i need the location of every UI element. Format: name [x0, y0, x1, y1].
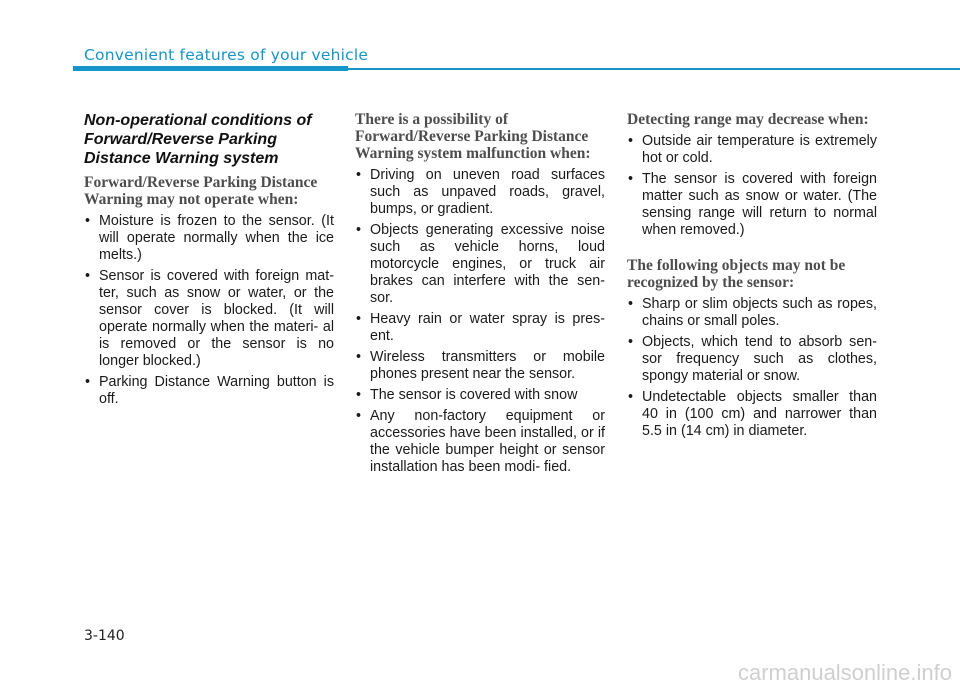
list-item: • Undetectable objects smaller than 40 in (100 cm) and narrower than 5.5 in (14 cm) in diameter.	[628, 389, 877, 439]
column-non-operational	[84, 111, 334, 412]
list-item: • Moisture is frozen to the sensor. (It will operate normally when the ice melts.)	[85, 213, 334, 263]
subheading-malfunction: There is a possibility of Forward/Reverse Parking Distance Warning system malfunction when:	[355, 111, 591, 162]
page-number: 3-140	[84, 628, 125, 644]
list-item: • Objects, which tend to absorb sen- sor frequency such as clothes, spongy material or snow.	[628, 334, 877, 384]
bullet-list	[84, 213, 334, 408]
list-item: • Parking Distance Warning button is off.	[85, 374, 334, 407]
column-malfunction	[355, 111, 605, 480]
section-title: Convenient features of your vehicle	[84, 46, 369, 64]
list-item: • Wireless transmitters or mobile phones present near the sensor.	[356, 349, 605, 382]
header-rule	[348, 68, 960, 70]
header-accent-bar	[73, 66, 348, 71]
bullet-list	[627, 296, 877, 440]
list-item: • Sharp or slim objects such as ropes, chains or small poles.	[628, 296, 877, 329]
list-item: • Heavy rain or water spray is pres- ent.	[356, 311, 605, 344]
subheading-may-not-operate: Forward/Reverse Parking Distance Warning may not operate when:	[84, 174, 318, 208]
list-item: • Driving on uneven road surfaces such as unpaved roads, gravel, bumps, or gradient.	[356, 167, 605, 217]
subheading-not-recognized: The following objects may not be recognized by the sensor:	[627, 257, 846, 291]
list-item: • Objects generating excessive noise such as vehicle horns, loud motorcycle engines, or truck air brakes can interfere with the sen- sor.	[356, 222, 605, 306]
list-item: • The sensor is covered with snow	[356, 387, 578, 403]
watermark: carmanualsonline.info	[737, 660, 952, 685]
list-item: • Sensor is covered with foreign mat- ter, such as snow or water, or the sensor cover is blocked. (It will operate normally when the materi- al is removed or the sensor is no longer blocked.)	[85, 268, 334, 369]
bullet-list	[355, 167, 605, 476]
topic-title: Non-operational conditions of Forward/Reverse Parking Distance Warning system	[84, 112, 312, 167]
list-item: • Any non-factory equipment or accessories have been installed, or if the vehicle bumper height or sensor installation has been modi- fied.	[356, 408, 605, 475]
list-item: • Outside air temperature is extremely hot or cold.	[628, 133, 877, 166]
bullet-list	[627, 133, 877, 239]
column-detection-range	[627, 111, 877, 444]
list-item: • The sensor is covered with foreign matter such as snow or water. (The sensing range will return to normal when removed.)	[628, 171, 877, 238]
subheading-range-decrease: Detecting range may decrease when:	[627, 111, 869, 128]
